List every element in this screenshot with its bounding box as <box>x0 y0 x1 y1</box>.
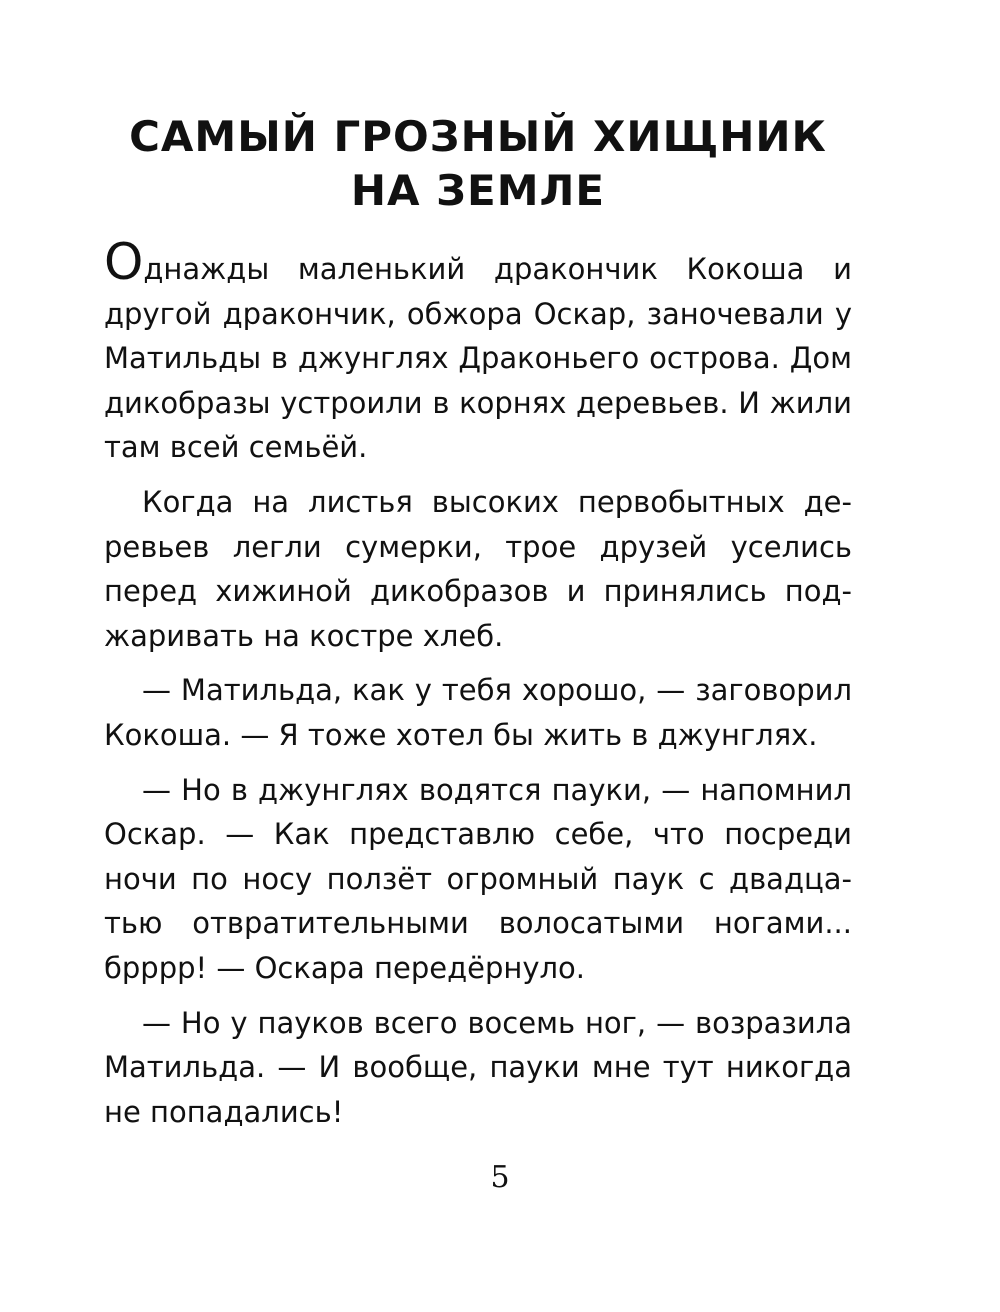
paragraph-1-text: днажды маленький дракончик Кокоша и другой дракончик, обжора Оскар, заночевали у Матильды в джунглях Драконьего острова. Дом дикобразы устроили в корнях деревьев. И жили там всей семьёй. <box>104 252 852 465</box>
story-text <box>104 233 852 1134</box>
paragraph-5: — Но у пауков всего восемь ног, — возразила Матильда. — И вообще, пауки мне тут никогда не попадались! <box>104 1005 852 1129</box>
chapter-title-line-2: НА ЗЕМЛЕ <box>350 166 606 215</box>
chapter-title-line-1: САМЫЙ ГРОЗНЫЙ ХИЩНИК <box>129 112 827 161</box>
chapter-title <box>104 110 852 218</box>
paragraph-2: Когда на листья высоких первобытных деревьев легли сумерки, трое друзей уселись перед хижиной дикобразов и принялись поджаривать на костре хлеб. <box>104 484 852 653</box>
paragraph-4: — Но в джунглях водятся пауки, — напомнил Оскар. — Как представлю себе, что посреди ночи по носу ползёт огромный паук с двадцатью отвратительными волосатыми ногами... брррр! — Оскара передёрнуло. <box>104 772 852 985</box>
page-content <box>104 110 852 1144</box>
drop-cap: О <box>104 233 144 291</box>
page-number: 5 <box>490 1160 510 1195</box>
paragraph-1 <box>104 233 852 470</box>
paragraph-3: — Матильда, как у тебя хорошо, — заговорил Кокоша. — Я тоже хотел бы жить в джунглях. <box>104 673 852 752</box>
